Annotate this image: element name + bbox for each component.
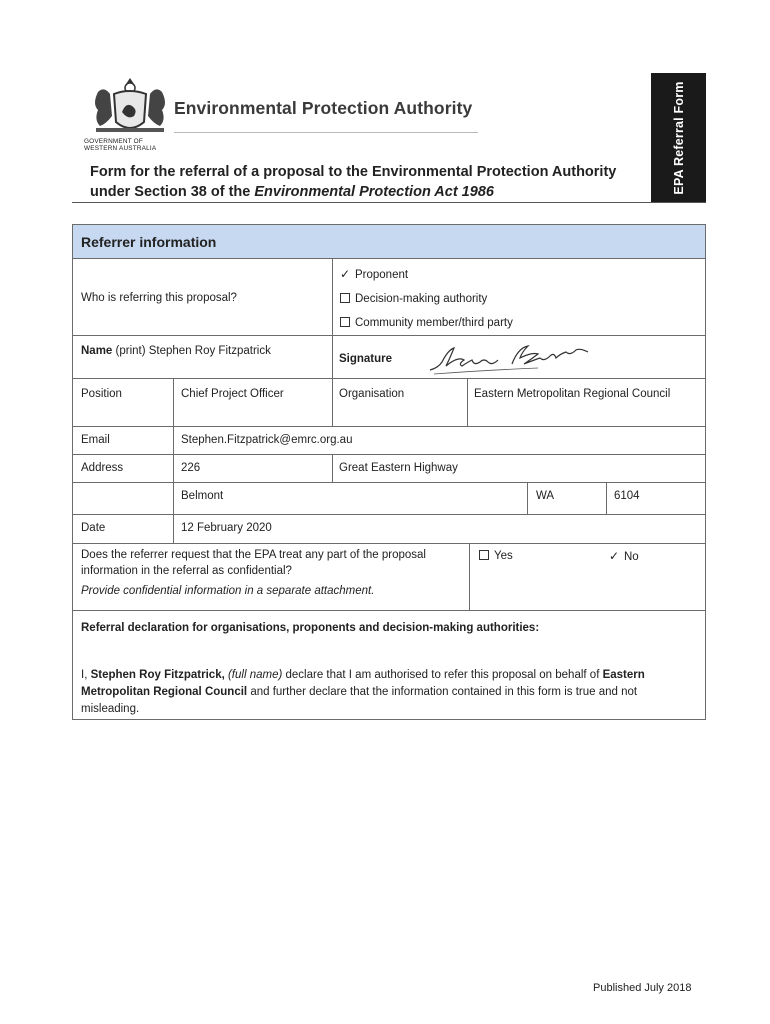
published-date: Published July 2018	[593, 982, 692, 994]
checkbox-icon	[340, 317, 350, 327]
position-value: Chief Project Officer	[181, 388, 284, 400]
email-label: Email	[81, 434, 110, 446]
full-name-hint: (full name)	[224, 669, 283, 681]
row-divider	[73, 610, 705, 611]
date-label: Date	[81, 522, 106, 534]
referrer-question: Who is referring this proposal?	[81, 292, 237, 304]
name-label: Name	[81, 345, 113, 357]
confidential-question: Does the referrer request that the EPA treat any part of the proposal information in the referral as confidential?	[81, 549, 426, 577]
row-divider	[73, 454, 705, 455]
section-header	[73, 225, 705, 259]
column-divider	[606, 482, 607, 514]
confidential-yes-label: Yes	[494, 550, 513, 562]
declarant-name: Stephen Roy Fitzpatrick,	[90, 669, 225, 681]
row-divider	[73, 426, 705, 427]
address-postcode: 6104	[614, 490, 640, 502]
title-divider	[72, 202, 706, 203]
option-decision-making-authority-label: Decision-making authority	[355, 293, 488, 305]
form-title-text: Form for the referral of a proposal to the Environmental Protection Authority under Section 38 of the	[90, 164, 617, 200]
declaration-middle: declare that I am authorised to refer this proposal on behalf of	[282, 669, 603, 681]
confidential-note: Provide confidential information in a separate attachment.	[81, 585, 375, 597]
checkbox-icon	[479, 550, 489, 560]
row-divider	[73, 514, 705, 515]
email-value: Stephen.Fitzpatrick@emrc.org.au	[181, 434, 353, 446]
option-community-member[interactable]	[340, 315, 513, 331]
position-label: Position	[81, 388, 122, 400]
address-state: WA	[536, 490, 555, 502]
declaration-heading: Referral declaration for organisations, proponents and decision-making authorities:	[81, 622, 540, 634]
government-line-1: GOVERNMENT OF	[84, 138, 143, 145]
checkmark-icon: ✓	[340, 267, 351, 281]
organisation-label: Organisation	[339, 388, 405, 400]
side-tab-label: EPA Referral Form	[671, 81, 686, 195]
option-proponent-label: Proponent	[355, 269, 409, 281]
confidential-yes-option[interactable]	[479, 548, 513, 564]
checkbox-icon	[340, 293, 350, 303]
address-number: 226	[181, 462, 201, 474]
option-decision-making-authority[interactable]	[340, 291, 487, 307]
signature-label: Signature	[339, 353, 393, 365]
form-title-act: Environmental Protection Act 1986	[254, 184, 494, 200]
column-divider	[527, 482, 528, 514]
name-field	[81, 343, 271, 359]
row-divider	[73, 482, 705, 483]
address-street: Great Eastern Highway	[339, 462, 458, 474]
row-divider	[73, 543, 705, 544]
row-divider	[73, 378, 705, 379]
column-divider	[173, 378, 174, 543]
side-tab	[651, 73, 706, 203]
column-divider	[332, 258, 333, 378]
column-divider	[467, 378, 468, 426]
referrer-information-table	[72, 224, 706, 720]
option-proponent[interactable]	[340, 266, 408, 283]
date-value: 12 February 2020	[181, 522, 272, 534]
row-divider	[73, 335, 705, 336]
government-line-2: WESTERN AUSTRALIA	[84, 145, 157, 152]
confidential-no-option[interactable]	[609, 548, 639, 565]
declaration-suffix: and further declare that the information contained in this form is true and not misleading.	[81, 686, 638, 715]
declaration-prefix: I,	[81, 669, 91, 681]
agency-name: Environmental Protection Authority	[174, 98, 473, 118]
column-divider	[332, 454, 333, 482]
checkmark-icon: ✓	[609, 549, 620, 563]
section-title: Referrer information	[81, 234, 217, 250]
organisation-value: Eastern Metropolitan Regional Council	[474, 388, 671, 400]
column-divider	[332, 378, 333, 426]
signature-image	[428, 340, 608, 380]
government-caption	[84, 138, 156, 152]
confidential-no-label: No	[624, 551, 639, 563]
declaration-organisation: Eastern Metropolitan Regional Council	[81, 669, 645, 698]
name-value: (print) Stephen Roy Fitzpatrick	[112, 345, 271, 357]
option-community-member-label: Community member/third party	[355, 317, 513, 329]
address-label: Address	[81, 462, 124, 474]
declaration-text	[81, 667, 697, 718]
form-title	[90, 162, 630, 202]
agency-divider	[174, 132, 478, 133]
address-suburb: Belmont	[181, 490, 224, 502]
column-divider	[469, 543, 470, 610]
